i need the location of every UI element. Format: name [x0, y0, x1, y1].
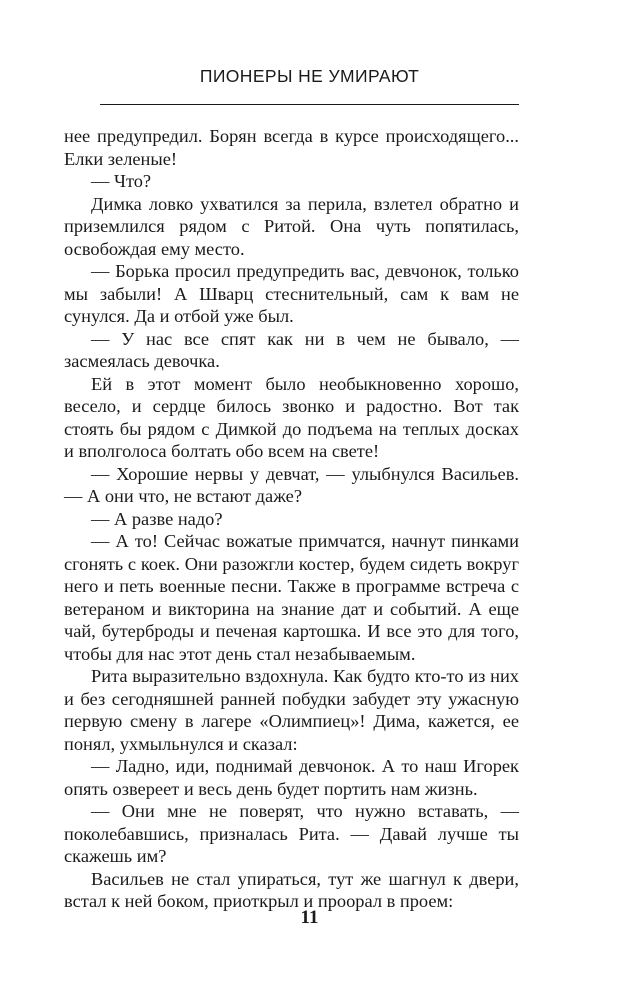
paragraph: Васильев не стал упираться, тут же шагнул к двери, встал к ней боком, приоткрыл и проорал в проем: — [64, 868, 519, 911]
body-text — [64, 125, 519, 913]
paragraph: Ей в этот момент было необыкновенно хорошо, весело, и сердце билось звонко и радостно. Вот так стоять бы рядом с Димкой до подъема на теплых досках и вполголоса болтать обо всем на свете! — [64, 373, 519, 461]
paragraph: — А разве надо? — [91, 508, 223, 529]
page-number: 11 — [300, 907, 319, 928]
paragraph: — У нас все спят как ни в чем не бывало, — засмеялась девочка. — [64, 328, 519, 371]
header-divider — [100, 104, 519, 105]
running-header: ПИОНЕРЫ НЕ УМИРАЮТ — [199, 66, 420, 86]
paragraph: Рита выразительно вздохнула. Как будто кто-то из них и без сегодняшней ранней побудки забудет эту ужасную первую смену в лагере «Олимпиец»! Дима, кажется, ее понял, ухмыльнулся и сказал: — [64, 666, 519, 754]
paragraph: — Ладно, иди, поднимай девчонок. А то наш Игорек опять озвереет и весь день будет портить нам жизнь. — [64, 756, 519, 799]
paragraph: нее предупредил. Борян всегда в курсе происходящего... Елки зеленые! — [64, 126, 519, 169]
paragraph: Димка ловко ухватился за перила, взлетел обратно и приземлился рядом с Ритой. Она чуть попятилась, освобождая ему место. — [64, 193, 519, 259]
paragraph: — Они мне не поверят, что нужно вставать, — поколебавшись, призналась Рита. — Давай лучше ты скажешь им? — [64, 801, 519, 866]
paragraph: — Что? — [91, 171, 152, 191]
paragraph: — Хорошие нервы у девчат, — улыбнулся Васильев. — А они что, не встают даже? — [64, 463, 519, 506]
paragraph: — А то! Сейчас вожатые примчатся, начнут пинками сгонять с коек. Они разожгли костер, будем сидеть вокруг него и петь военные песни. Также в программе встреча с ветераном и викторина на знание дат и событий. А еще чай, бутерброды и печеная картошка. И все это для того, чтобы для нас этот день стал незабываемым. — [64, 531, 519, 664]
paragraph: — Борька просил предупредить вас, девчонок, только мы забыли! А Шварц стеснительный, сам к вам не сунулся. Да и отбой уже был. — [64, 261, 519, 326]
